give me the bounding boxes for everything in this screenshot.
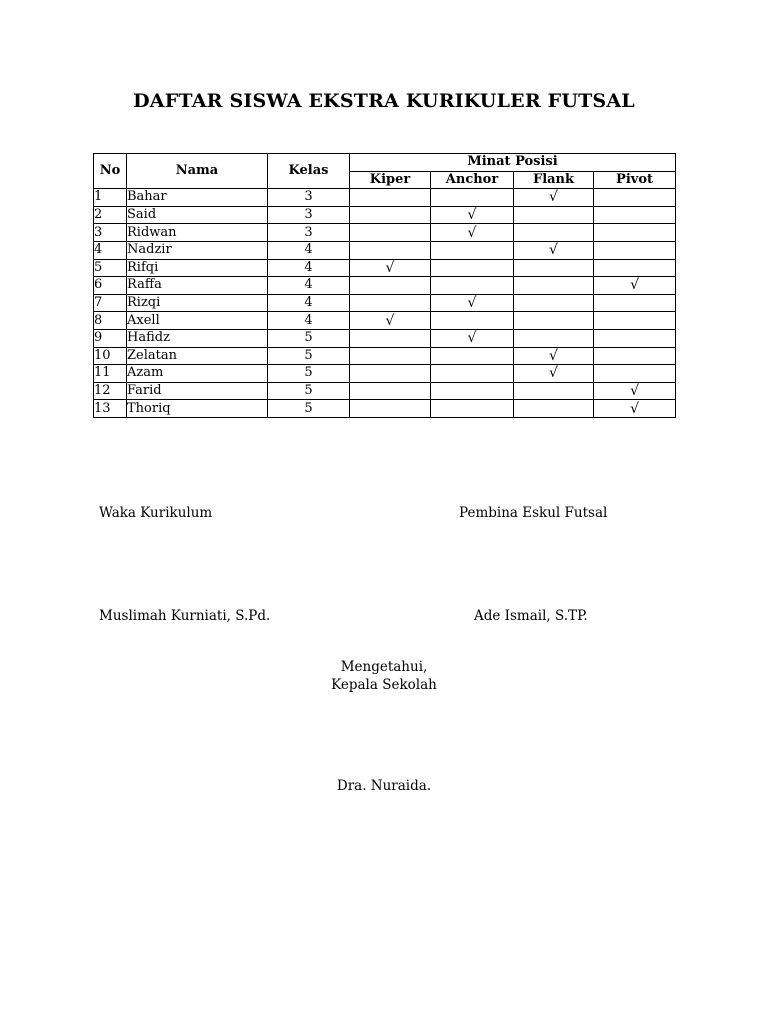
cell-kiper xyxy=(350,365,431,383)
cell-kelas: 5 xyxy=(268,400,350,418)
signature-center-line2: Kepala Sekolah xyxy=(331,677,437,693)
header-minat-posisi: Minat Posisi xyxy=(350,154,676,172)
table-row xyxy=(94,400,676,418)
cell-no: 10 xyxy=(94,347,127,365)
cell-kelas: 5 xyxy=(268,347,350,365)
signature-left-role: Waka Kurikulum xyxy=(99,505,213,521)
cell-kelas: 4 xyxy=(268,241,350,259)
check-mark-icon: √ xyxy=(467,224,477,241)
cell-pivot xyxy=(594,224,676,242)
cell-flank xyxy=(514,294,594,312)
header-kelas: Kelas xyxy=(268,154,350,189)
cell-anchor xyxy=(431,365,514,383)
cell-kiper xyxy=(350,206,431,224)
cell-nama: Rizqi xyxy=(127,294,268,312)
header-kiper: Kiper xyxy=(350,171,431,189)
cell-pivot xyxy=(594,277,676,295)
cell-kelas: 4 xyxy=(268,277,350,295)
cell-pivot xyxy=(594,241,676,259)
cell-no: 13 xyxy=(94,400,127,418)
cell-flank xyxy=(514,347,594,365)
check-mark-icon: √ xyxy=(385,312,395,329)
cell-pivot xyxy=(594,312,676,330)
cell-no: 1 xyxy=(94,189,127,207)
header-row-top xyxy=(94,154,676,172)
cell-nama: Rifqi xyxy=(127,259,268,277)
table-row xyxy=(94,259,676,277)
check-mark-icon: √ xyxy=(467,330,477,347)
signature-center-line1: Mengetahui, xyxy=(340,659,428,675)
header-flank: Flank xyxy=(514,171,594,189)
cell-kiper xyxy=(350,329,431,347)
table-row xyxy=(94,206,676,224)
check-mark-icon: √ xyxy=(549,189,558,206)
cell-anchor xyxy=(431,347,514,365)
cell-kelas: 5 xyxy=(268,382,350,400)
cell-nama: Thoriq xyxy=(127,400,268,418)
cell-kiper xyxy=(350,400,431,418)
cell-nama: Said xyxy=(127,206,268,224)
cell-kiper xyxy=(350,224,431,242)
check-mark-icon: √ xyxy=(630,277,639,294)
table-row xyxy=(94,294,676,312)
cell-anchor xyxy=(431,259,514,277)
cell-anchor xyxy=(431,277,514,295)
table-row xyxy=(94,312,676,330)
table-row xyxy=(94,382,676,400)
cell-flank xyxy=(514,241,594,259)
cell-nama: Ridwan xyxy=(127,224,268,242)
cell-anchor xyxy=(431,224,514,242)
cell-kiper xyxy=(350,277,431,295)
cell-kelas: 3 xyxy=(268,189,350,207)
cell-kiper xyxy=(350,294,431,312)
cell-kelas: 4 xyxy=(268,312,350,330)
cell-pivot xyxy=(594,382,676,400)
signature-center-name: Dra. Nuraida. xyxy=(336,778,432,794)
cell-no: 7 xyxy=(94,294,127,312)
cell-kiper xyxy=(350,241,431,259)
check-mark-icon: √ xyxy=(467,207,477,224)
signature-right-name: Ade Ismail, S.TP. xyxy=(474,608,588,624)
cell-nama: Farid xyxy=(127,382,268,400)
cell-pivot xyxy=(594,206,676,224)
table-row xyxy=(94,365,676,383)
cell-flank xyxy=(514,382,594,400)
cell-flank xyxy=(514,259,594,277)
cell-anchor xyxy=(431,400,514,418)
cell-nama: Bahar xyxy=(127,189,268,207)
cell-kelas: 3 xyxy=(268,206,350,224)
header-pivot: Pivot xyxy=(594,171,676,189)
cell-anchor xyxy=(431,312,514,330)
cell-anchor xyxy=(431,329,514,347)
cell-anchor xyxy=(431,241,514,259)
cell-nama: Nadzir xyxy=(127,241,268,259)
cell-nama: Azam xyxy=(127,365,268,383)
check-mark-icon: √ xyxy=(385,259,395,276)
cell-no: 12 xyxy=(94,382,127,400)
document-title: DAFTAR SISWA EKSTRA KURIKULER FUTSAL xyxy=(133,90,635,112)
cell-pivot xyxy=(594,329,676,347)
cell-nama: Axell xyxy=(127,312,268,330)
check-mark-icon: √ xyxy=(630,383,639,400)
cell-no: 11 xyxy=(94,365,127,383)
check-mark-icon: √ xyxy=(549,365,558,382)
cell-pivot xyxy=(594,365,676,383)
cell-no: 3 xyxy=(94,224,127,242)
cell-nama: Zelatan xyxy=(127,347,268,365)
cell-nama: Raffa xyxy=(127,277,268,295)
cell-pivot xyxy=(594,189,676,207)
cell-nama: Hafidz xyxy=(127,329,268,347)
table-row xyxy=(94,277,676,295)
cell-anchor xyxy=(431,294,514,312)
cell-kiper xyxy=(350,189,431,207)
cell-no: 9 xyxy=(94,329,127,347)
header-anchor: Anchor xyxy=(431,171,514,189)
cell-flank xyxy=(514,400,594,418)
header-nama: Nama xyxy=(127,154,268,189)
cell-kiper xyxy=(350,382,431,400)
cell-kelas: 4 xyxy=(268,259,350,277)
cell-pivot xyxy=(594,347,676,365)
cell-flank xyxy=(514,365,594,383)
cell-anchor xyxy=(431,206,514,224)
cell-flank xyxy=(514,206,594,224)
header-no: No xyxy=(94,154,127,189)
cell-no: 2 xyxy=(94,206,127,224)
cell-kelas: 5 xyxy=(268,329,350,347)
cell-no: 6 xyxy=(94,277,127,295)
table-row xyxy=(94,241,676,259)
student-roster-table xyxy=(93,153,676,418)
cell-kelas: 5 xyxy=(268,365,350,383)
roster-body xyxy=(94,189,676,418)
cell-kiper xyxy=(350,347,431,365)
cell-no: 4 xyxy=(94,241,127,259)
cell-kelas: 4 xyxy=(268,294,350,312)
cell-flank xyxy=(514,312,594,330)
cell-pivot xyxy=(594,294,676,312)
cell-flank xyxy=(514,224,594,242)
check-mark-icon: √ xyxy=(549,347,558,364)
cell-kiper xyxy=(350,312,431,330)
cell-kelas: 3 xyxy=(268,224,350,242)
cell-pivot xyxy=(594,400,676,418)
check-mark-icon: √ xyxy=(630,400,639,417)
cell-flank xyxy=(514,329,594,347)
table-row xyxy=(94,329,676,347)
table-row xyxy=(94,347,676,365)
check-mark-icon: √ xyxy=(549,242,558,259)
table-row xyxy=(94,224,676,242)
cell-anchor xyxy=(431,382,514,400)
cell-kiper xyxy=(350,259,431,277)
table-row xyxy=(94,189,676,207)
cell-flank xyxy=(514,189,594,207)
cell-no: 8 xyxy=(94,312,127,330)
cell-pivot xyxy=(594,259,676,277)
check-mark-icon: √ xyxy=(467,295,477,312)
signature-right-role: Pembina Eskul Futsal xyxy=(459,505,608,521)
cell-anchor xyxy=(431,189,514,207)
cell-no: 5 xyxy=(94,259,127,277)
cell-flank xyxy=(514,277,594,295)
signature-left-name: Muslimah Kurniati, S.Pd. xyxy=(99,608,271,624)
